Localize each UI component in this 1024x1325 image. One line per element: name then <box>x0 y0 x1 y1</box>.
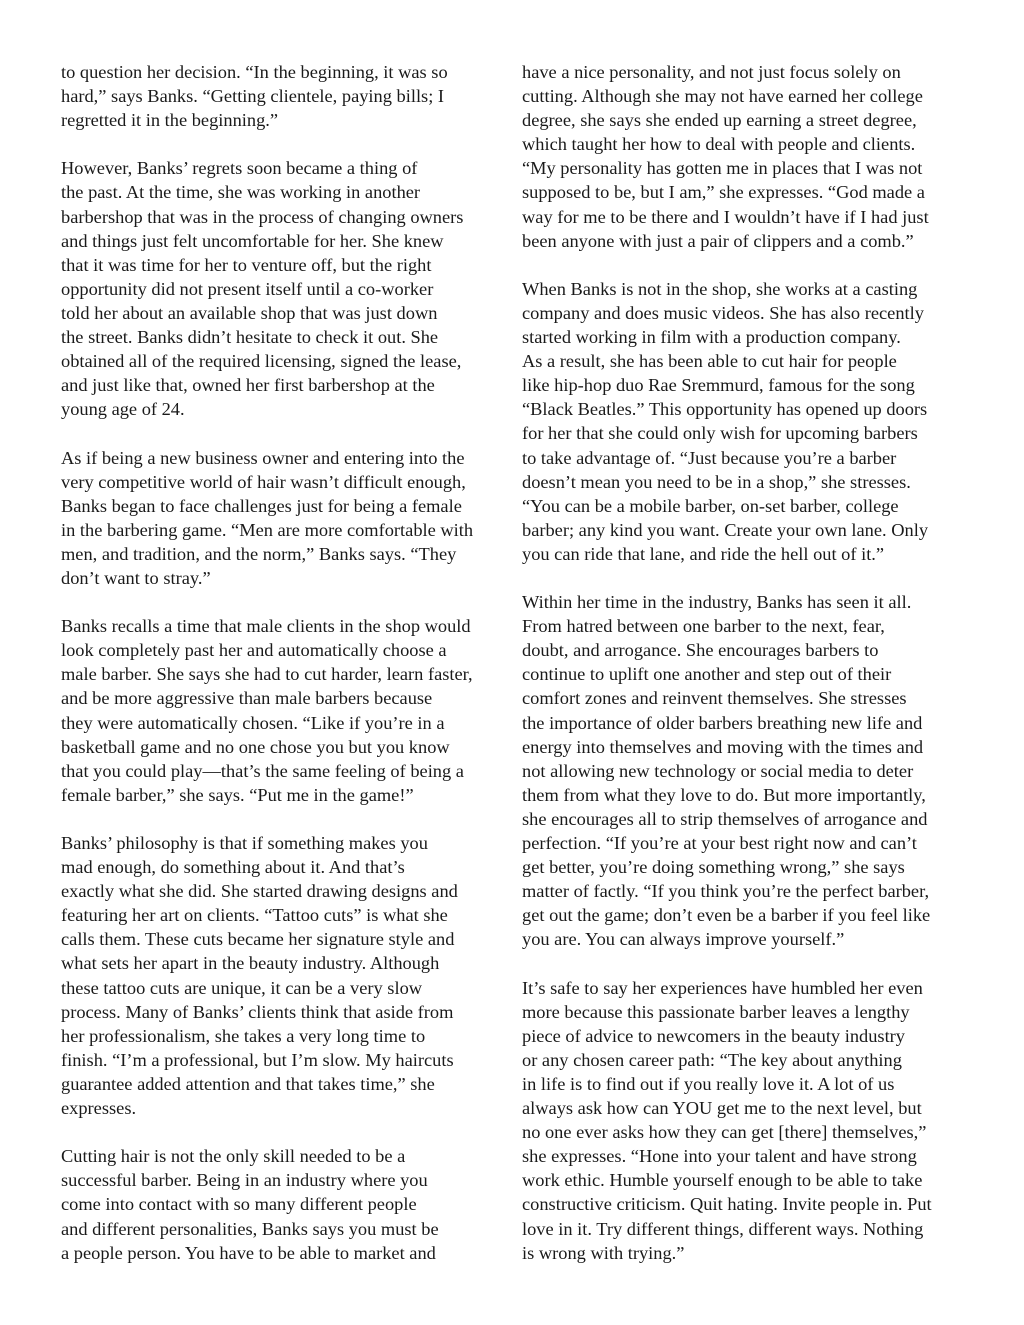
paragraph: have a nice personality, and not just focus solely on cutting. Although she may not have earned her college degree, she says she ended up earning a street degree, which taught her how to deal with people and clients. “My personality has gotten me in places that I was not supposed to be, but I am,” she expresses. “God made a way for me to be there and I wouldn’t have if I had just been anyone with just a pair of clippers and a comb.” <box>522 62 929 251</box>
paragraph: Cutting hair is not the only skill needed to be a successful barber. Being in an industry where you come into contact with so many different people and different personalities, Banks says you must be a people person. You have to be able to market and <box>61 1146 439 1263</box>
paragraph: Banks recalls a time that male clients in the shop would look completely past her and automatically choose a male barber. She says she had to cut harder, learn faster, and be more aggressive than male barbers because they were automatically chosen. “Like if you’re in a basketball game and no one chose you but you know that you could play—that’s the same feeling of being a female barber,” she says. “Put me in the game!” <box>61 616 473 805</box>
right-column <box>522 60 967 1289</box>
paragraph: It’s safe to say her experiences have humbled her even more because this passionate barber leaves a lengthy piece of advice to newcomers in the beauty industry or any chosen career path: “The key about anything in life is to find out if you really love it. A lot of us always ask how can YOU get me to the next level, but no one ever asks how they can get [there] themselves,” she expresses. “Hone into your talent and have strong work ethic. Humble yourself enough to be able to take constructive criticism. Quit hating. Invite people in. Put love in it. Try different things, different ways. Nothing is wrong with trying.” <box>522 977 932 1263</box>
paragraph: However, Banks’ regrets soon became a thing of the past. At the time, she was working in another barbershop that was in the process of changing owners and things just felt uncomfortable for her. She knew that it was time for her to venture off, but the right opportunity did not present itself until a co-worker told her about an available shop that was just down the street. Banks didn’t hesitate to check it out. She obtained all of the required licensing, signed the lease, and just like that, owned her first barbershop at the young age of 24. <box>61 158 464 420</box>
paragraph: Within her time in the industry, Banks has seen it all. From hatred between one barber to the next, fear, doubt, and arrogance. She encourages barbers to continue to uplift one another and step out of their comfort zones and reinvent themselves. She stresses the importance of older barbers breathing new life and energy into themselves and moving with the times and not allowing new technology or social media to deter them from what they love to do. But more importantly, she encourages all to strip themselves of arrogance and perfection. “If you’re at your best right now and can’t get better, you’re doing something wrong,” she says matter of factly. “If you think you’re the perfect barber, get out the game; don’t even be a barber if you feel like you are. You can always improve yourself.” <box>522 592 931 950</box>
left-column <box>61 60 513 1289</box>
paragraph: When Banks is not in the shop, she works at a casting company and does music videos. She has also recently started working in film with a production company. As a result, she has been able to cut hair for people like hip-hop duo Rae Sremmurd, famous for the song “Black Beatles.” This opportunity has opened up doors for her that she could only wish for upcoming barbers to take advantage of. “Just because you’re a barber doesn’t mean you need to be in a shop,” she stresses. “You can be a mobile barber, on-set barber, college barber; any kind you want. Create your own lane. Only you can ride that lane, and ride the hell out of it.” <box>522 278 929 564</box>
paragraph: As if being a new business owner and entering into the very competitive world of hair wasn’t difficult enough, Banks began to face challenges just for being a female in the barbering game. “Men are more comfortable with men, and tradition, and the norm,” Banks says. “They don’t want to stray.” <box>61 447 474 588</box>
paragraph: to question her decision. “In the beginning, it was so hard,” says Banks. “Getting clientele, paying bills; I regretted it in the beginning.” <box>61 62 448 131</box>
paragraph: Banks’ philosophy is that if something makes you mad enough, do something about it. And that’s exactly what she did. She started drawing designs and featuring her art on clients. “Tattoo cuts” is what she calls them. These cuts became her signature style and what sets her apart in the beauty industry. Although these tattoo cuts are unique, it can be a very slow process. Many of Banks’ clients think that aside from her professionalism, she takes a very long time to finish. “I’m a professional, but I’m slow. My haircuts guarantee added attention and that takes time,” she expresses. <box>61 833 458 1119</box>
